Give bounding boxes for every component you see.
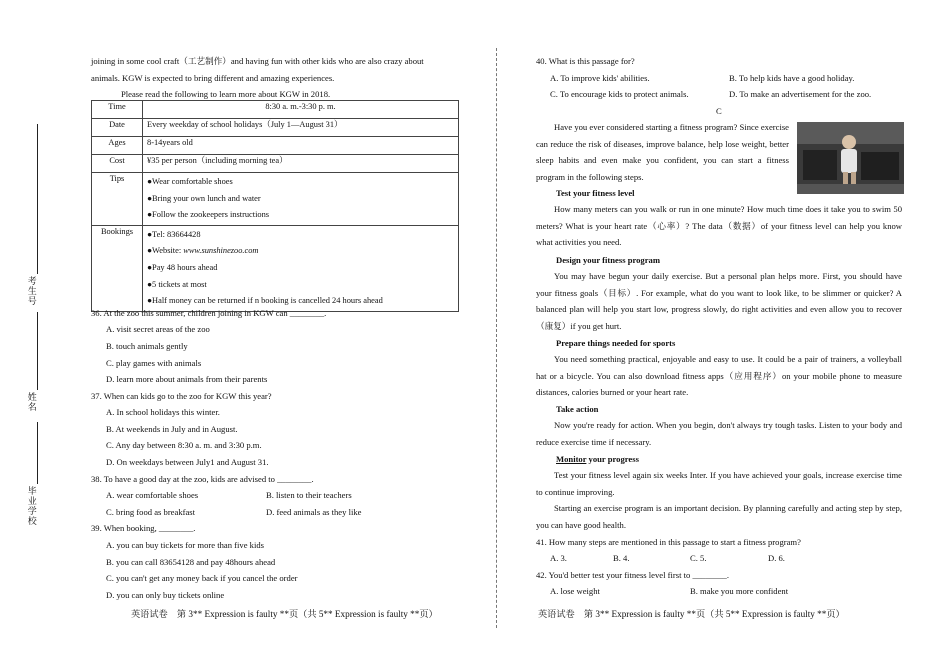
gym-image-icon [797,122,904,194]
tip-item: ●Bring your own lunch and water [147,193,261,203]
binding-line-middle [37,312,38,390]
left-page-footer: 英语试卷 第 3** Expression is faulty **页（共 5** Expression is faulty **页） [131,609,438,619]
question-42: 42. You'd better test your fitness level first to ________. [536,570,729,580]
q38-option-d: D. feed animals as they like [266,507,362,517]
question-40: 40. What is this passage for? [536,56,635,66]
ages-label: Ages [92,137,143,155]
website-prefix: ●Website: [147,246,184,256]
table-row [92,155,459,173]
question-36: 36. At the zoo this summer, children joining in KGW can ________. [91,308,327,318]
date-value: Every weekday of school holidays（July 1—August 31） [143,119,459,137]
paragraph-intro-text: Have you ever considered starting a fitness program? Since exercise can reduce the risk of diseases, improve balance, help lose weight, better sleep habits and even make you confident, you can start a fitness program in the following steps. [536,122,789,182]
q42-option-b: B. make you more confident [690,586,789,596]
page-divider [496,48,497,628]
paragraph-take-action [536,417,902,450]
q36-option-b: B. touch animals gently [106,341,188,351]
booking-website [147,243,454,260]
kgw-info-table [91,100,459,312]
table-row [92,101,459,119]
q38-option-c: C. bring food as breakfast [106,507,196,517]
paragraph-conclusion-text: Starting an exercise program is an important decision. By planning carefully and acting step by step, you can have good health. [536,503,902,530]
cost-value: ¥35 per person（including morning tea） [143,155,459,173]
q41-option-c: C. 5. [690,553,707,563]
binding-line-lower [37,422,38,484]
paragraph-intro [536,119,789,185]
paragraph-conclusion [536,500,902,533]
bookings-list [143,225,459,311]
q40-option-b: B. To help kids have a good holiday. [729,73,855,83]
q37-option-b: B. At weekends in July and in August. [106,424,238,434]
booking-item: ●Pay 48 hours ahead [147,262,218,272]
q39-option-b: B. you can call 83654128 and pay 48hours ahead [106,557,276,567]
heading-take-action: Take action [556,404,599,414]
paragraph-test-fitness-text: How many meters can you walk or run in one minute? How much time does it take you to swim 50 meters? What is your heart rate（心率）? The data（数据）of your fitness level can help you know what activities you need. [536,204,902,248]
heading-monitor-word: Monitor [556,454,587,464]
table-row [92,225,459,311]
tip-item: ●Wear comfortable shoes [147,177,233,186]
website-link[interactable]: www.sunshinezoo.com [183,246,259,256]
name-label: 姓名 [26,392,37,412]
question-38: 38. To have a good day at the zoo, kids are advised to ________. [91,474,314,484]
tip-item: ●Follow the zookeepers instructions [147,210,270,220]
paragraph-test-fitness [536,201,902,251]
paragraph-prepare-things [536,351,902,401]
q38-option-a: A. wear comfortable shoes [106,490,199,500]
question-37: 37. When can kids go to the zoo for KGW this year? [91,391,272,401]
paragraph-design-program [536,268,902,334]
school-label: 毕业学校 [26,486,37,526]
paragraph-prepare-things-text: You need something practical, enjoyable and easy to use. It could be a pair of trainers, a volleyball hat or a bicycle. You can also download fitness apps（应用程序）on your mobile phone to measure distances, calories burned or your heart rate. [536,354,902,398]
paragraph-take-action-text: Now you're ready for action. When you begin, don't always try tough tasks. Listen to your body and reduce exercise time if necessary. [536,420,902,447]
intro-line-2: animals. KGW is expected to bring different and amazing experiences. [91,73,335,83]
q42-option-a: A. lose weight [550,586,600,596]
ages-value: 8-14years old [143,137,459,155]
question-39: 39. When booking, ________. [91,523,196,533]
paragraph-monitor-progress [536,467,902,500]
paragraph-monitor-progress-text: Test your fitness level again six weeks Inter. If you have achieved your goals, increase exercise time to continue improving. [536,470,902,497]
heading-prepare-things: Prepare things needed for sports [556,338,676,348]
intro-line-3: Please read the following to learn more about KGW in 2018. [121,89,331,99]
q39-option-a: A. you can buy tickets for more than five kids [106,540,264,550]
tips-list [143,173,459,226]
table-row [92,119,459,137]
q37-option-c: C. Any day between 8:30 a. m. and 3:30 p.m. [106,440,262,450]
section-letter: C [716,106,722,116]
heading-monitor-progress [556,454,639,464]
q36-option-a: A. visit secret areas of the zoo [106,324,210,334]
q37-option-a: A. In school holidays this winter. [106,407,220,417]
q40-option-a: A. To improve kids' abilities. [550,73,650,83]
heading-test-fitness: Test your fitness level [556,188,635,198]
paragraph-design-program-text: You may have begun your daily exercise. But a personal plan helps more. First, you should have your fitness goals（目标）. For example, what do you want to look like, to be slimmer or quicker? A balanced plan will help you start low, progress slowly, do right activities and even allow you to recover（康复）if you get hurt. [536,271,902,331]
booking-item: ●5 tickets at most [147,279,207,289]
bookings-label: Bookings [92,225,143,311]
time-value: 8:30 a. m.-3:30 p. m. [143,101,459,119]
q36-option-d: D. learn more about animals from their parents [106,374,268,384]
q40-option-d: D. To make an advertisement for the zoo. [729,89,872,99]
q40-option-c: C. To encourage kids to protect animals. [550,89,689,99]
exam-number-label: 考生号 [26,276,37,306]
heading-monitor-rest: your progress [586,454,639,464]
booking-item: ●Tel: 83664428 [147,229,201,239]
binding-line-top [37,124,38,274]
tips-label: Tips [92,173,143,226]
fitness-photo [797,122,904,194]
q41-option-a: A. 3. [550,553,567,563]
question-41: 41. How many steps are mentioned in this passage to start a fitness program? [536,537,801,547]
time-label: Time [92,101,143,119]
q39-option-c: C. you can't get any money back if you cancel the order [106,573,298,583]
cost-label: Cost [92,155,143,173]
q39-option-d: D. you can only buy tickets online [106,590,225,600]
q41-option-d: D. 6. [768,553,785,563]
heading-design-program: Design your fitness program [556,255,661,265]
date-label: Date [92,119,143,137]
right-page-footer: 英语试卷 第 3** Expression is faulty **页（共 5** Expression is faulty **页） [538,609,845,619]
table-row [92,173,459,226]
q41-option-b: B. 4. [613,553,630,563]
table-row [92,137,459,155]
booking-item: ●Half money can be returned if n booking is cancelled 24 hours ahead [147,296,383,306]
q37-option-d: D. On weekdays between July1 and August 31. [106,457,269,467]
q38-option-b: B. listen to their teachers [266,490,352,500]
q36-option-c: C. play games with animals [106,358,202,368]
intro-line-1: joining in some cool craft（工艺制作）and having fun with other kids who are also crazy about [91,56,424,66]
